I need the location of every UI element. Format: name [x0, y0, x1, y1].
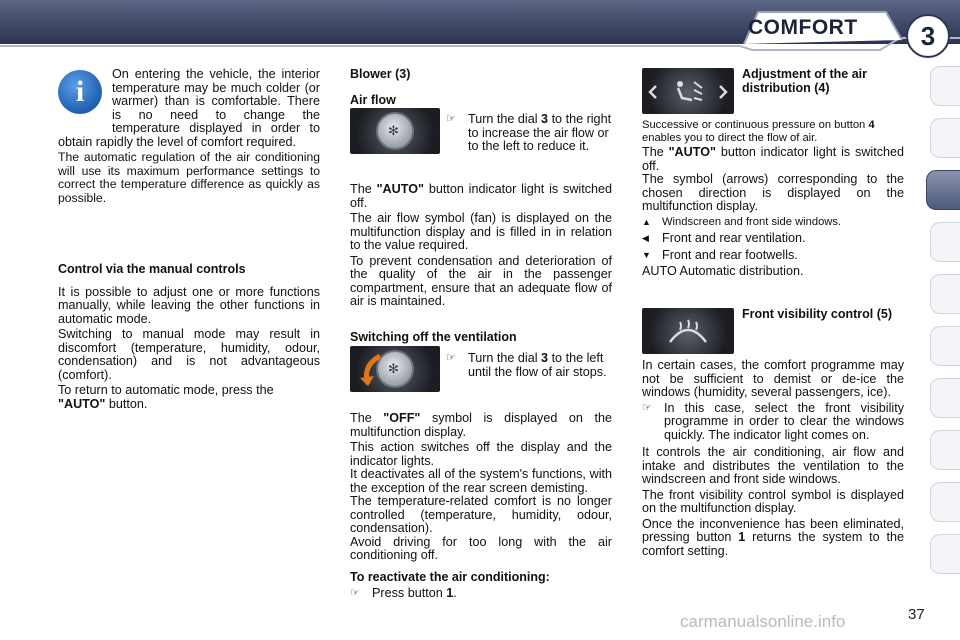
off-keyword: "OFF"	[383, 411, 421, 425]
chapter-tab-1[interactable]	[930, 66, 960, 106]
auto-text-b: button indicator light is switched off.	[350, 182, 613, 210]
manual-return-text: To return to automatic mode, press the	[58, 383, 274, 397]
button-number: 1	[446, 586, 454, 600]
airflow-heading: Air flow	[350, 92, 396, 107]
dial-number: 3	[541, 351, 549, 365]
intro-text: On entering the vehicle, the interior temperature may be much colder (or warmer) than is comfortable. There is no need to change the temperature displayed in order to obtain rapidly the level of comfort required.	[58, 67, 320, 149]
button-number: 1	[738, 530, 746, 544]
off-paragraph-3: It deactivates all of the system's functions, with the exception of the rear screen demisting.	[350, 467, 612, 495]
distribution-option-auto: AUTO Automatic distribution.	[642, 264, 804, 278]
page-number: 37	[908, 606, 925, 623]
dist-note-text-b: enables you to direct the flow of air.	[642, 131, 818, 144]
chapter-tab-4[interactable]	[930, 222, 960, 262]
chapter-tab-5[interactable]	[930, 274, 960, 314]
auto-keyword: "AUTO"	[58, 396, 106, 411]
dial-number: 3	[541, 112, 549, 126]
off-sym-text-a: The	[350, 411, 372, 425]
airflow-text-a: Turn the dial	[468, 112, 538, 126]
off-symbol-paragraph	[350, 412, 612, 439]
chapter-tab-9[interactable]	[930, 482, 960, 522]
intro-paragraph	[58, 68, 320, 149]
fan-symbol-paragraph: The air flow symbol (fan) is displayed on the multifunction display and is filled in in relation to the value required.	[350, 211, 612, 252]
front-visibility-bullet	[642, 402, 904, 443]
chapter-tab-7[interactable]	[930, 378, 960, 418]
air-distribution-note	[642, 119, 904, 144]
auto-keyword: "AUTO"	[668, 145, 716, 159]
chapter-number-badge: 3	[906, 14, 950, 58]
airflow-text-b: to the right to increase the air flow or to the left to reduce it.	[468, 112, 612, 153]
front-visibility-paragraph-1: In certain cases, the comfort programme may not be sufficient to demist or de-ice the windows (humidity, several passengers, ice).	[642, 358, 904, 399]
manual-button-text: button.	[108, 396, 148, 411]
front-visibility-heading: Front visibility control (5)	[742, 307, 893, 321]
vis-text-a: Once the inconvenience has been eliminated, pressing button	[642, 516, 904, 544]
switch-off-bullet	[446, 352, 612, 412]
left-column	[58, 68, 320, 413]
auto-keyword: "AUTO"	[376, 182, 424, 196]
option-text: Front and rear ventilation.	[662, 231, 806, 245]
pointer-icon: ☞	[446, 352, 456, 364]
vis-text-b: returns the system to the comfort setting.	[642, 530, 905, 558]
dist-auto-text-a: The	[642, 145, 664, 159]
distribution-option-footwells	[642, 249, 904, 263]
dist-auto-text-b: button indicator light is switched off.	[642, 145, 905, 173]
button-number: 4	[868, 119, 875, 131]
off-paragraph-5: Avoid driving for too long with the air conditioning off.	[350, 534, 612, 562]
blower-dial-off-photo	[350, 346, 440, 392]
arrow-left-icon: ◀	[642, 233, 649, 243]
pointer-icon: ☞	[350, 587, 360, 599]
prevent-condensation-paragraph: To prevent condensation and deterioration of the quality of the air in the passenger compartment, ensure that an adequate flow of air is maintained.	[350, 253, 612, 308]
off-paragraph-4: The temperature-related comfort is no longer controlled (temperature, humidity, odour, condensation).	[350, 494, 612, 535]
off-text-b: to the left until the flow of air stops.	[468, 351, 607, 379]
front-visibility-paragraph-3: The front visibility control symbol is displayed on the multifunction display.	[642, 487, 904, 515]
page-header	[0, 0, 960, 56]
chapter-tab-6[interactable]	[930, 326, 960, 366]
front-visibility-paragraph-2: It controls the air conditioning, air flow and intake and distributes the ventilation to the windscreen and front side windows.	[642, 445, 904, 486]
right-column	[642, 68, 904, 281]
rotate-left-arrow-icon	[358, 352, 388, 388]
option-text: Windscreen and front side windows.	[662, 215, 842, 228]
bullet-text: In this case, select the front visibility programme in order to clear the windows quickly. The indicator light comes on.	[664, 400, 904, 442]
option-text: Front and rear footwells.	[662, 247, 798, 262]
distribution-option-ventilation	[642, 232, 904, 246]
chapter-tab-2[interactable]	[930, 118, 960, 158]
dist-arrows-paragraph: The symbol (arrows) corresponding to the chosen direction is displayed on the multifunction display.	[642, 172, 904, 213]
dist-note-text-a: Successive or continuous pressure on button	[642, 119, 866, 131]
auto-text-a: The	[350, 182, 372, 196]
off-sym-text-b: symbol is displayed on the multifunction display.	[350, 411, 612, 439]
auto-regulation-paragraph: The automatic regulation of the air conditioning will use its maximum performance settings to correct the temperature difference as quickly as possible.	[58, 150, 320, 205]
front-visibility-section	[642, 308, 904, 560]
react-text-b: .	[453, 586, 457, 600]
pointer-icon: ☞	[446, 113, 456, 125]
react-text-a: Press button	[372, 586, 443, 600]
chapter-tab-10[interactable]	[930, 534, 960, 574]
switch-off-heading: Switching off the ventilation	[350, 329, 517, 344]
arrow-up-icon: ▲	[642, 216, 651, 227]
manual-paragraph-3	[58, 384, 320, 411]
manual-controls-heading: Control via the manual controls	[58, 262, 246, 276]
fan-icon: ✻	[388, 123, 399, 138]
reactivate-heading: To reactivate the air conditioning:	[350, 569, 550, 584]
manual-paragraph-2: Switching to manual mode may result in discomfort (temperature, humidity, odour, condensation) and is not advantageous (comfort).	[58, 327, 320, 382]
distribution-option-windscreen	[642, 216, 904, 229]
auto-indicator-paragraph	[350, 183, 612, 210]
front-visibility-paragraph-4	[642, 518, 904, 559]
chapter-tab-3-active[interactable]	[926, 170, 960, 210]
airflow-bullet	[446, 113, 612, 179]
off-paragraph-2: This action switches off the display and the indicator lights.	[350, 440, 612, 468]
pointer-icon: ☞	[642, 401, 652, 414]
blower-dial-photo	[350, 108, 440, 154]
blower-heading: Blower (3)	[350, 67, 411, 81]
air-distribution-heading: Adjustment of the air distribution (4)	[742, 67, 868, 95]
arrow-down-icon: ▼	[642, 249, 651, 260]
info-icon: i	[58, 70, 102, 114]
chapter-tabs	[926, 66, 960, 576]
chapter-tab-8[interactable]	[930, 430, 960, 470]
watermark: carmanualsonline.info	[680, 612, 846, 631]
reactivate-bullet	[350, 587, 612, 601]
chapter-title: COMFORT	[748, 16, 858, 39]
off-text-a: Turn the dial	[468, 351, 538, 365]
fan-icon: ✻	[388, 361, 399, 376]
manual-paragraph-1: It is possible to adjust one or more functions manually, while leaving the other functions in automatic mode.	[58, 284, 320, 326]
dist-auto-paragraph	[642, 146, 904, 173]
